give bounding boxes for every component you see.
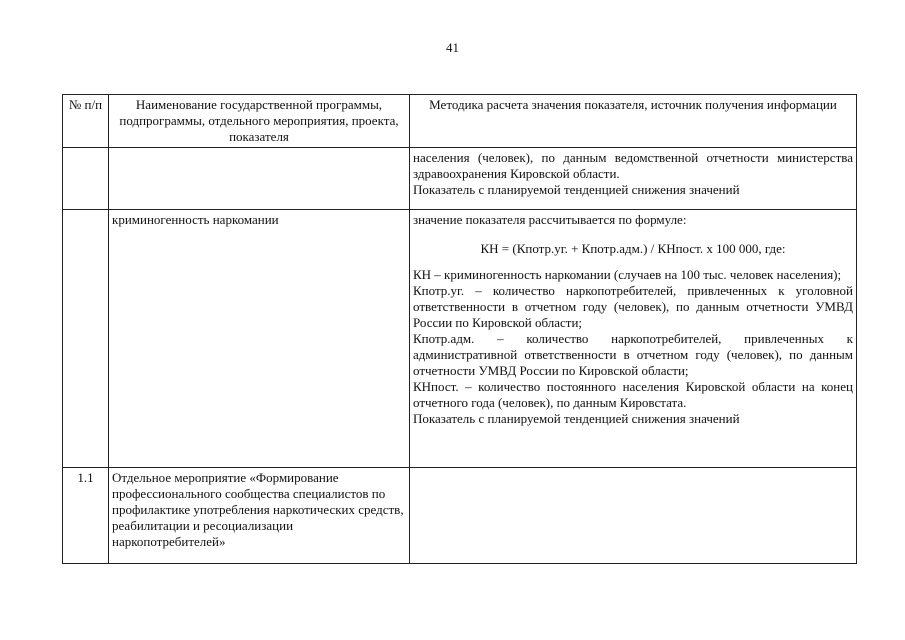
page-number: 41	[446, 40, 459, 55]
table-header-row	[63, 95, 857, 148]
method-intro: значение показателя рассчитывается по формуле:	[413, 212, 687, 227]
definition-kpotr-ug: Кпотр.уг. – количество наркопотребителей, привлеченных к уголовной ответственности в отчетном году (человек), по данным отчетности УМВД России по Кировской области;	[413, 283, 853, 330]
header-method-cell: Методика расчета значения показателя, источник получения информации	[410, 95, 857, 148]
row-number-cell	[63, 210, 109, 468]
definition-kn: КН – криминогенность наркомании (случаев на 100 тыс. человек населения);	[413, 267, 842, 282]
table-row	[63, 210, 857, 468]
row-method-cell	[410, 148, 857, 210]
indicators-table	[62, 94, 857, 564]
table-row	[63, 468, 857, 564]
method-paragraph: населения (человек), по данным ведомственной отчетности министерства здравоохранения Кировской области.	[413, 150, 853, 181]
table-row	[63, 148, 857, 210]
definition-kpotr-adm: Кпотр.адм. – количество наркопотребителей, привлеченных к административной ответственности в отчетном году (человек), по данным отчетности УМВД России по Кировской области;	[413, 331, 853, 378]
row-name-cell: Отдельное мероприятие «Формирование профессионального сообщества специалистов по профилактике употребления наркотических средств, реабилитации и ресоциализации наркопотребителей»	[109, 468, 410, 564]
formula: КН = (Кпотр.уг. + Кпотр.адм.) / КНпост. х 100 000, где:	[480, 241, 786, 256]
header-number-cell: № п/п	[63, 95, 109, 148]
row-method-cell	[410, 210, 857, 468]
definition-knpost: КНпост. – количество постоянного населения Кировской области на конец отчетного года (человек), по данным Кировстата.	[413, 379, 853, 410]
row-number-cell	[63, 148, 109, 210]
row-name-cell: криминогенность наркомании	[109, 210, 410, 468]
row-number-cell: 1.1	[63, 468, 109, 564]
method-paragraph: Показатель с планируемой тенденцией снижения значений	[413, 182, 740, 197]
header-name-cell: Наименование государственной программы, подпрограммы, отдельного мероприятия, проекта, показателя	[109, 95, 410, 148]
row-method-cell	[410, 468, 857, 564]
trend-note: Показатель с планируемой тенденцией снижения значений	[413, 411, 740, 426]
row-name-cell	[109, 148, 410, 210]
